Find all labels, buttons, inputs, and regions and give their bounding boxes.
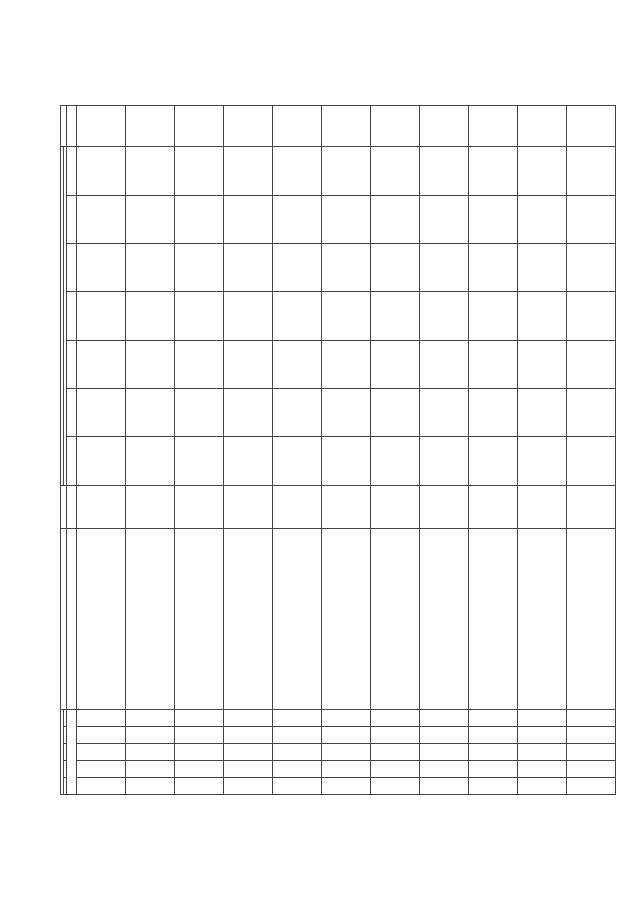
code-cell bbox=[273, 778, 322, 795]
value-cell-2018 bbox=[322, 243, 371, 291]
code-cell bbox=[567, 761, 616, 778]
rotated-page bbox=[60, 105, 560, 795]
unit-cell bbox=[77, 485, 126, 529]
unit-cell bbox=[469, 485, 518, 529]
indicator-name bbox=[420, 529, 469, 710]
value-cell-2014 bbox=[322, 437, 371, 485]
column-number-row bbox=[67, 106, 77, 795]
indicator-name bbox=[126, 529, 175, 710]
unit-cell bbox=[420, 485, 469, 529]
code-cell bbox=[371, 778, 420, 795]
value-cell-2016 bbox=[77, 340, 126, 388]
num-cell bbox=[67, 485, 77, 529]
table-row bbox=[175, 106, 224, 795]
code-cell bbox=[567, 710, 616, 727]
code-cell bbox=[420, 761, 469, 778]
code-cell bbox=[126, 744, 175, 761]
value-cell-2015 bbox=[273, 389, 322, 437]
code-cell bbox=[322, 761, 371, 778]
value-cell-2016 bbox=[175, 340, 224, 388]
value-cell-2015 bbox=[77, 389, 126, 437]
value-cell-2020 bbox=[371, 147, 420, 195]
value-cell-2014 bbox=[469, 437, 518, 485]
code-cell bbox=[273, 710, 322, 727]
code-cell bbox=[77, 710, 126, 727]
code-cell bbox=[126, 710, 175, 727]
value-cell-2019 bbox=[273, 195, 322, 243]
value-cell-2020 bbox=[126, 147, 175, 195]
num-cell bbox=[67, 147, 77, 195]
num-cell bbox=[67, 340, 77, 388]
table-row bbox=[224, 106, 273, 795]
code-cell bbox=[224, 761, 273, 778]
value-cell-2017 bbox=[273, 292, 322, 340]
final-value-cell bbox=[126, 106, 175, 147]
value-cell-2015 bbox=[371, 389, 420, 437]
value-cell-2018 bbox=[175, 243, 224, 291]
unit-cell bbox=[518, 485, 567, 529]
value-cell-2015 bbox=[567, 389, 616, 437]
code-cell bbox=[420, 778, 469, 795]
final-value-cell bbox=[420, 106, 469, 147]
indicator-name bbox=[567, 529, 616, 710]
code-cell bbox=[371, 744, 420, 761]
value-cell-2014 bbox=[77, 437, 126, 485]
value-cell-2014 bbox=[273, 437, 322, 485]
final-value-cell bbox=[567, 106, 616, 147]
value-cell-2020 bbox=[420, 147, 469, 195]
indicator-name bbox=[371, 529, 420, 710]
code-cell bbox=[273, 761, 322, 778]
final-value-cell bbox=[469, 106, 518, 147]
code-cell bbox=[371, 710, 420, 727]
table-row bbox=[371, 106, 420, 795]
final-value-cell bbox=[77, 106, 126, 147]
table-row bbox=[567, 106, 616, 795]
value-cell-2015 bbox=[224, 389, 273, 437]
value-cell-2019 bbox=[518, 195, 567, 243]
code-cell bbox=[224, 744, 273, 761]
code-cell bbox=[322, 744, 371, 761]
unit-cell bbox=[567, 485, 616, 529]
value-cell-2014 bbox=[224, 437, 273, 485]
unit-cell bbox=[273, 485, 322, 529]
value-cell-2015 bbox=[469, 389, 518, 437]
indicator-name bbox=[224, 529, 273, 710]
code-cell bbox=[322, 727, 371, 744]
value-cell-2018 bbox=[518, 243, 567, 291]
value-cell-2019 bbox=[567, 195, 616, 243]
code-cell bbox=[77, 778, 126, 795]
code-cell bbox=[224, 727, 273, 744]
value-cell-2017 bbox=[77, 292, 126, 340]
code-cell bbox=[175, 744, 224, 761]
final-value-cell bbox=[175, 106, 224, 147]
value-cell-2014 bbox=[420, 437, 469, 485]
value-cell-2020 bbox=[273, 147, 322, 195]
value-cell-2018 bbox=[469, 243, 518, 291]
code-cell bbox=[273, 744, 322, 761]
value-cell-2018 bbox=[77, 243, 126, 291]
code-cell bbox=[567, 744, 616, 761]
final-value-cell bbox=[273, 106, 322, 147]
table-row bbox=[322, 106, 371, 795]
value-cell-2016 bbox=[126, 340, 175, 388]
code-cell bbox=[175, 727, 224, 744]
num-cell bbox=[67, 292, 77, 340]
value-cell-2014 bbox=[567, 437, 616, 485]
code-cell bbox=[420, 744, 469, 761]
code-cell bbox=[518, 744, 567, 761]
code-cell bbox=[126, 778, 175, 795]
table-row bbox=[126, 106, 175, 795]
value-cell-2016 bbox=[273, 340, 322, 388]
code-cell bbox=[77, 761, 126, 778]
num-cell bbox=[67, 106, 77, 147]
value-cell-2015 bbox=[518, 389, 567, 437]
value-cell-2020 bbox=[77, 147, 126, 195]
value-cell-2019 bbox=[224, 195, 273, 243]
unit-cell bbox=[371, 485, 420, 529]
code-cell bbox=[371, 727, 420, 744]
code-cell bbox=[126, 761, 175, 778]
value-cell-2018 bbox=[224, 243, 273, 291]
indicator-name bbox=[273, 529, 322, 710]
value-cell-2020 bbox=[224, 147, 273, 195]
code-cell bbox=[420, 710, 469, 727]
indicator-name bbox=[77, 529, 126, 710]
code-cell bbox=[224, 778, 273, 795]
value-cell-2019 bbox=[371, 195, 420, 243]
value-cell-2017 bbox=[371, 292, 420, 340]
value-cell-2015 bbox=[420, 389, 469, 437]
code-cell bbox=[175, 710, 224, 727]
value-cell-2019 bbox=[77, 195, 126, 243]
value-cell-2015 bbox=[126, 389, 175, 437]
value-cell-2017 bbox=[567, 292, 616, 340]
value-cell-2018 bbox=[371, 243, 420, 291]
value-cell-2017 bbox=[126, 292, 175, 340]
code-cell bbox=[273, 727, 322, 744]
unit-cell bbox=[322, 485, 371, 529]
value-cell-2017 bbox=[322, 292, 371, 340]
value-cell-2019 bbox=[175, 195, 224, 243]
code-cell bbox=[322, 778, 371, 795]
num-cell bbox=[67, 437, 77, 485]
code-cell bbox=[567, 778, 616, 795]
value-cell-2016 bbox=[420, 340, 469, 388]
value-cell-2017 bbox=[224, 292, 273, 340]
code-cell bbox=[567, 727, 616, 744]
table-row bbox=[518, 106, 567, 795]
code-cell bbox=[469, 761, 518, 778]
table-row bbox=[469, 106, 518, 795]
table-row bbox=[273, 106, 322, 795]
value-cell-2014 bbox=[371, 437, 420, 485]
final-value-cell bbox=[518, 106, 567, 147]
value-cell-2020 bbox=[175, 147, 224, 195]
value-cell-2015 bbox=[322, 389, 371, 437]
value-cell-2016 bbox=[322, 340, 371, 388]
value-cell-2018 bbox=[420, 243, 469, 291]
final-value-cell bbox=[322, 106, 371, 147]
value-cell-2018 bbox=[273, 243, 322, 291]
code-cell bbox=[175, 778, 224, 795]
value-cell-2014 bbox=[175, 437, 224, 485]
value-cell-2016 bbox=[469, 340, 518, 388]
value-cell-2019 bbox=[469, 195, 518, 243]
value-cell-2017 bbox=[469, 292, 518, 340]
unit-cell bbox=[175, 485, 224, 529]
value-cell-2020 bbox=[322, 147, 371, 195]
value-cell-2016 bbox=[371, 340, 420, 388]
value-cell-2019 bbox=[126, 195, 175, 243]
value-cell-2020 bbox=[567, 147, 616, 195]
final-value-cell bbox=[224, 106, 273, 147]
final-value-cell bbox=[371, 106, 420, 147]
value-cell-2014 bbox=[518, 437, 567, 485]
code-cell bbox=[77, 744, 126, 761]
code-cell bbox=[518, 710, 567, 727]
code-cell bbox=[371, 761, 420, 778]
code-cell bbox=[518, 761, 567, 778]
code-cell bbox=[126, 727, 175, 744]
value-cell-2019 bbox=[322, 195, 371, 243]
value-cell-2016 bbox=[518, 340, 567, 388]
table-row bbox=[420, 106, 469, 795]
code-cell bbox=[469, 710, 518, 727]
value-cell-2018 bbox=[567, 243, 616, 291]
code-cell bbox=[469, 778, 518, 795]
indicator-name bbox=[469, 529, 518, 710]
value-cell-2017 bbox=[175, 292, 224, 340]
unit-cell bbox=[126, 485, 175, 529]
value-cell-2016 bbox=[224, 340, 273, 388]
num-cell bbox=[67, 710, 77, 795]
code-cell bbox=[322, 710, 371, 727]
code-cell bbox=[77, 727, 126, 744]
value-cell-2020 bbox=[469, 147, 518, 195]
value-cell-2014 bbox=[126, 437, 175, 485]
value-cell-2019 bbox=[420, 195, 469, 243]
code-cell bbox=[175, 761, 224, 778]
table-row bbox=[77, 106, 126, 795]
num-cell bbox=[67, 529, 77, 710]
num-cell bbox=[67, 389, 77, 437]
value-cell-2015 bbox=[175, 389, 224, 437]
value-cell-2020 bbox=[518, 147, 567, 195]
value-cell-2016 bbox=[567, 340, 616, 388]
code-cell bbox=[518, 727, 567, 744]
num-cell bbox=[67, 243, 77, 291]
indicator-name bbox=[322, 529, 371, 710]
code-cell bbox=[518, 778, 567, 795]
value-cell-2017 bbox=[518, 292, 567, 340]
code-cell bbox=[469, 744, 518, 761]
code-cell bbox=[469, 727, 518, 744]
code-cell bbox=[420, 727, 469, 744]
table-body bbox=[77, 106, 616, 795]
value-cell-2018 bbox=[126, 243, 175, 291]
code-cell bbox=[224, 710, 273, 727]
indicator-name bbox=[175, 529, 224, 710]
value-cell-2017 bbox=[420, 292, 469, 340]
indicator-name bbox=[518, 529, 567, 710]
unit-cell bbox=[224, 485, 273, 529]
program-indicators-table bbox=[60, 105, 616, 795]
num-cell bbox=[67, 195, 77, 243]
